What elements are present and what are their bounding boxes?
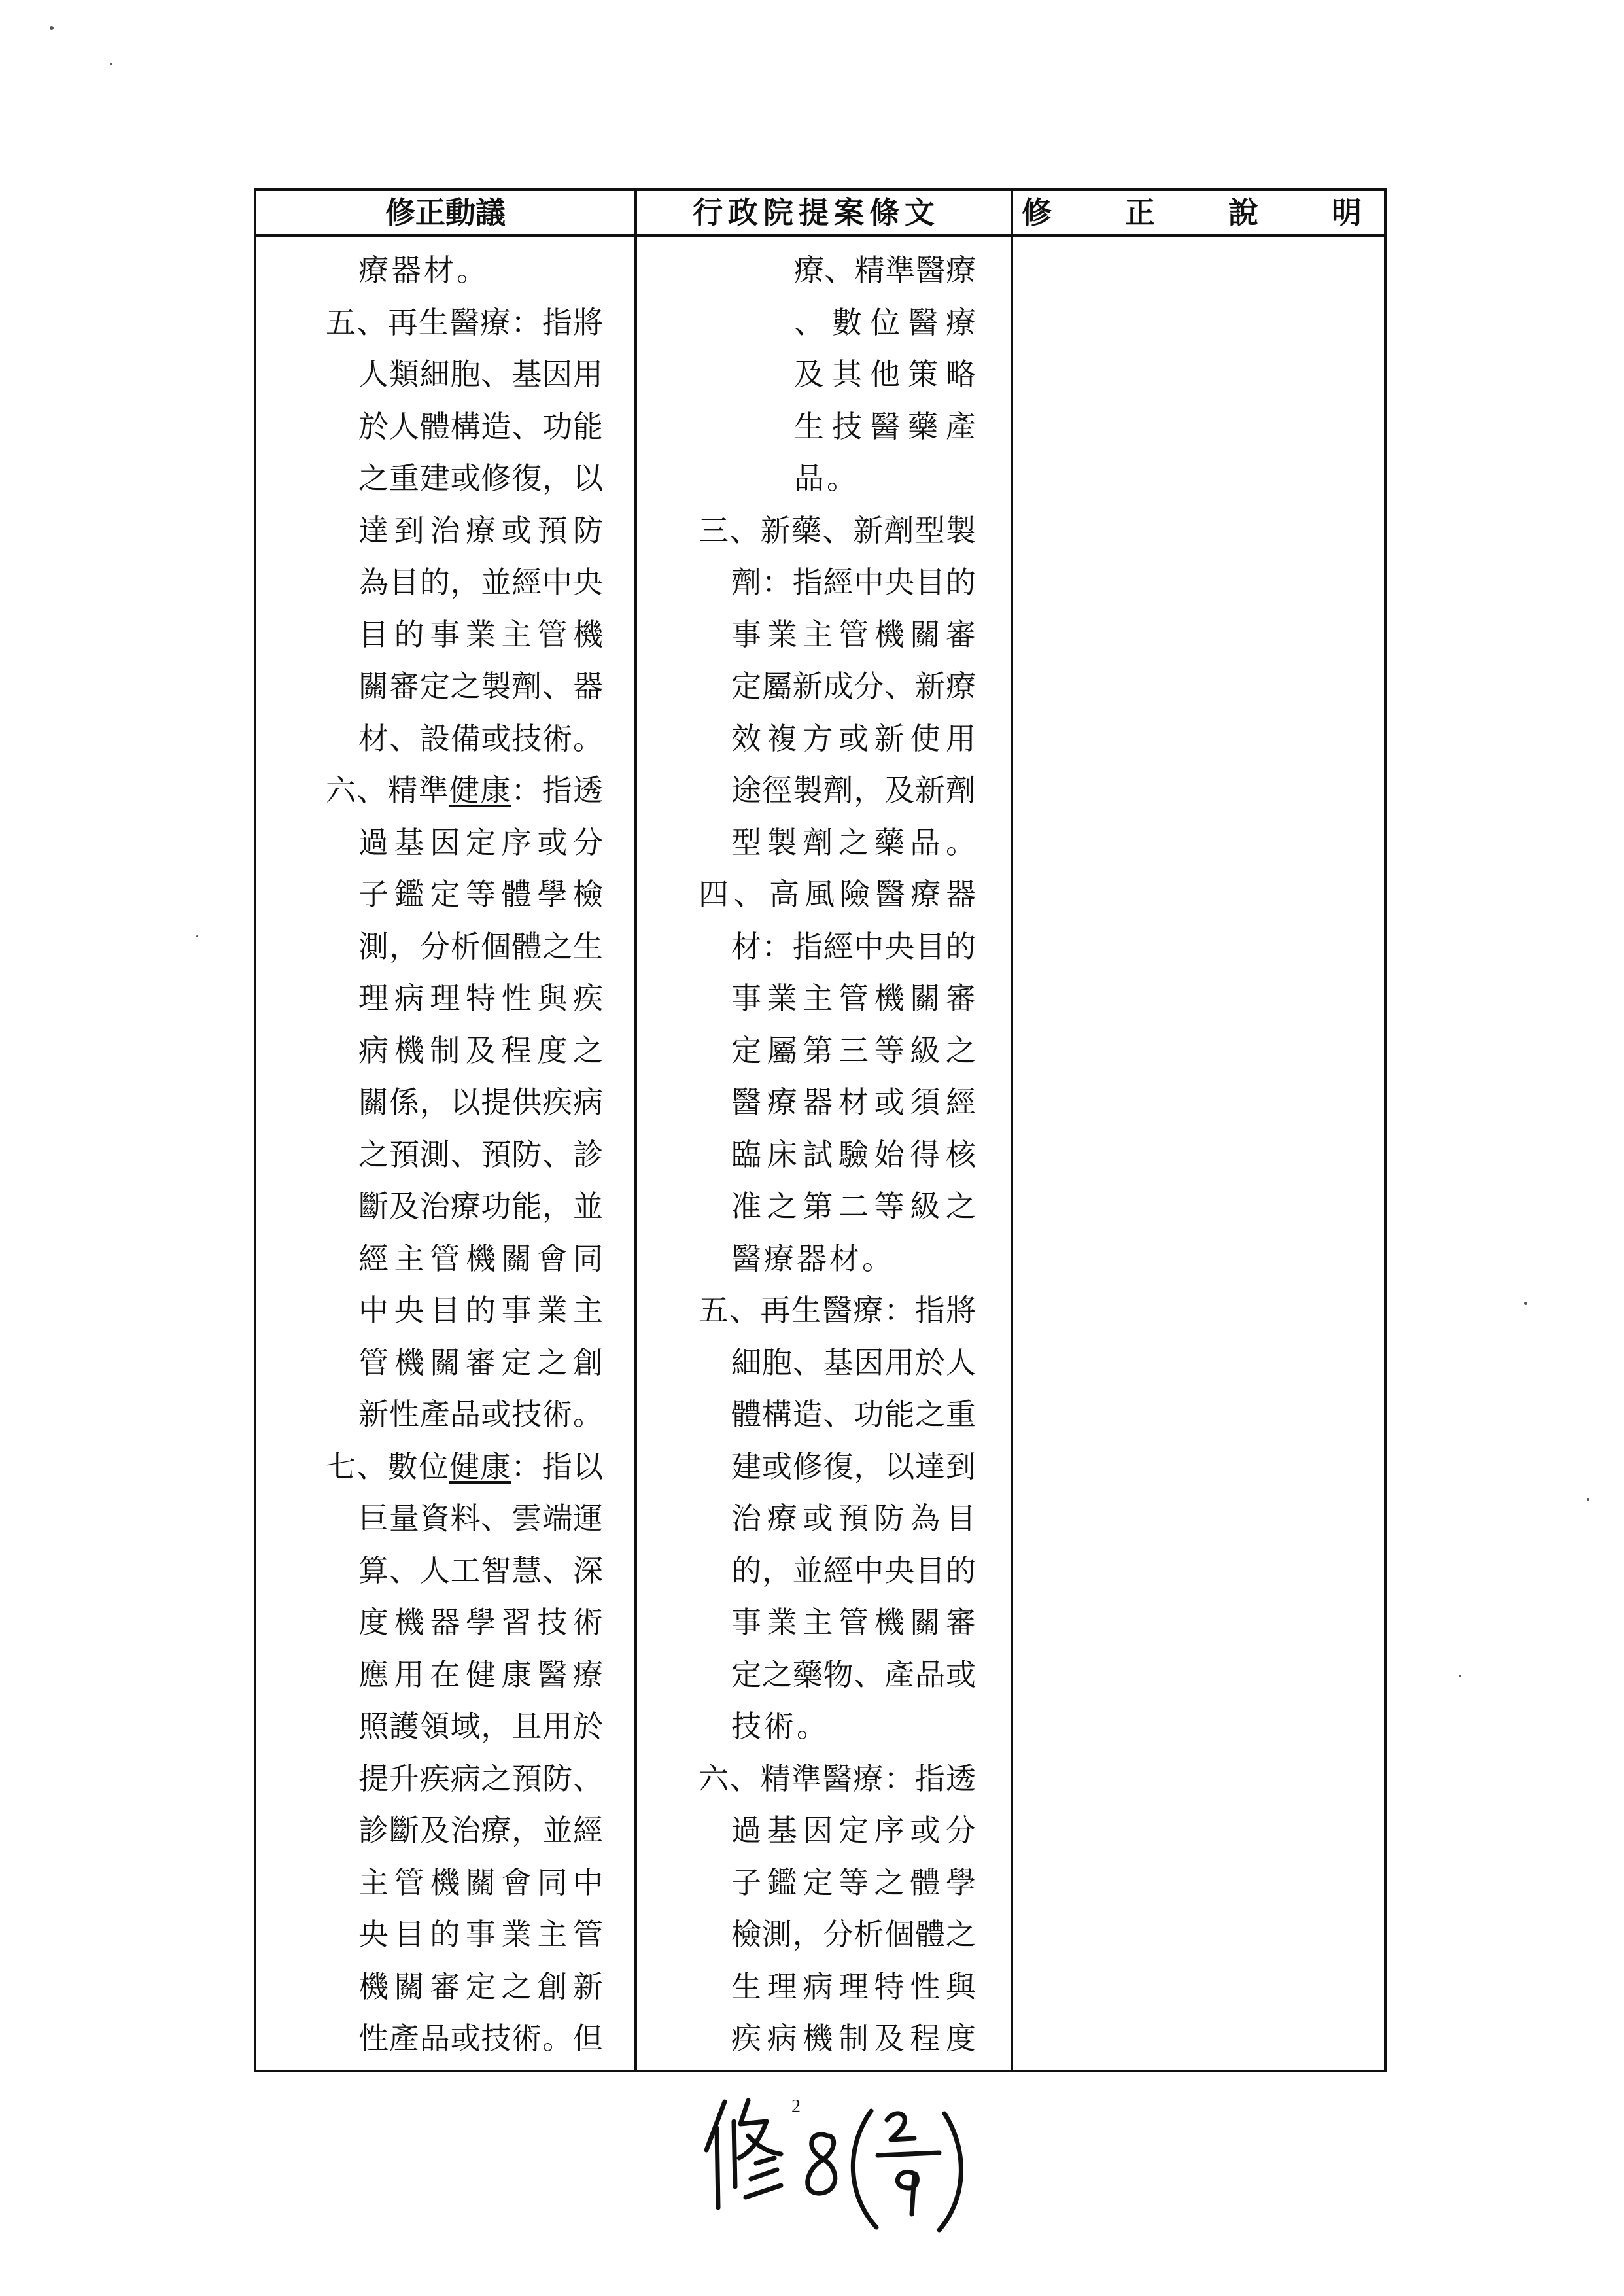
amendment-line: 機關審定之創新 <box>358 1968 603 2004</box>
amendment-line: 目的事業主管機 <box>358 616 603 652</box>
amendment-line: 測，分析個體之生 <box>358 928 603 964</box>
executive-line: 生理病理特性與 <box>731 1968 976 2004</box>
amendment-line: 理病理特性與疾 <box>358 981 603 1016</box>
executive-line: 生技醫藥產 <box>794 408 976 444</box>
executive-line: 體構造、功能之重 <box>731 1397 976 1432</box>
executive-line: 療、精準醫療 <box>794 252 976 288</box>
executive-line: 事業主管機關審 <box>731 1605 976 1640</box>
executive-line: 過基因定序或分 <box>731 1813 976 1848</box>
executive-line: 准之第二等級之 <box>731 1189 976 1224</box>
amendment-line: 中央目的事業主 <box>358 1293 603 1328</box>
amendment-line: 於人體構造、功能 <box>358 408 603 444</box>
amendment-line: 巨量資料、雲端運 <box>358 1501 603 1536</box>
executive-line: 定屬第三等級之 <box>731 1032 976 1068</box>
executive-line: 臨床試驗始得核 <box>731 1136 976 1172</box>
amendment-line: 應用在健康醫療 <box>358 1656 603 1692</box>
amendment-line: 斷及治療功能，並 <box>358 1189 603 1224</box>
scan-speck <box>50 26 54 30</box>
amendment-line: 經主管機關會同 <box>358 1240 603 1276</box>
underlined-amended-term: 健康 <box>449 1448 511 1484</box>
executive-line: 六、精準醫療：指透 <box>699 1760 976 1796</box>
amendment-line: 關係，以提供疾病 <box>358 1085 603 1120</box>
amendment-line: 六、精準健康：指透 <box>326 773 603 808</box>
executive-line: 建或修復，以達到 <box>731 1448 976 1484</box>
comparison-table <box>254 188 1387 2072</box>
amendment-line: 關審定之製劑、器 <box>358 669 603 704</box>
executive-line: 五、再生醫療：指將 <box>699 1293 976 1328</box>
header-explanation: 修 正 說 明 <box>1022 195 1362 230</box>
executive-line: 細胞、基因用於人 <box>731 1344 976 1380</box>
amendment-line: 人類細胞、基因用 <box>358 357 603 392</box>
executive-line: 檢測，分析個體之 <box>731 1917 976 1952</box>
column-divider-2 <box>1011 191 1013 2070</box>
executive-line: 途徑製劑，及新劑 <box>731 773 976 808</box>
amendment-line: 病機制及程度之 <box>358 1032 603 1068</box>
executive-line: 定屬新成分、新療 <box>731 669 976 704</box>
executive-line: 材：指經中央目的 <box>731 928 976 964</box>
scan-speck <box>196 935 198 937</box>
executive-line: 劑：指經中央目的 <box>731 565 976 600</box>
executive-line: 效複方或新使用 <box>731 720 976 756</box>
amendment-line: 之預測、預防、診 <box>358 1136 603 1172</box>
scan-speck <box>1459 1675 1461 1677</box>
amendment-line: 算、人工智慧、深 <box>358 1552 603 1588</box>
amendment-line: 診斷及治療，並經 <box>358 1813 603 1848</box>
executive-line: 及其他策略 <box>794 357 976 392</box>
table-header-row <box>256 191 1384 237</box>
amendment-line: 五、再生醫療：指將 <box>326 304 603 340</box>
amendment-line: 材、設備或技術。 <box>358 720 603 756</box>
executive-line: 四、高風險醫療器 <box>699 877 976 912</box>
scan-speck <box>1524 1302 1527 1305</box>
amendment-line: 性產品或技術。但 <box>358 2021 603 2056</box>
column-divider-1 <box>634 191 637 2070</box>
amendment-line: 達到治療或預防 <box>358 512 603 548</box>
executive-line: 技術。 <box>731 1709 829 1744</box>
executive-line: 定之藥物、產品或 <box>731 1656 976 1692</box>
executive-line: 三、新藥、新劑型製 <box>699 512 976 548</box>
amendment-line: 七、數位健康：指以 <box>326 1448 603 1484</box>
executive-line: 事業主管機關審 <box>731 981 976 1016</box>
executive-line: 醫療器材或須經 <box>731 1085 976 1120</box>
amendment-line: 度機器學習技術 <box>358 1605 603 1640</box>
amendment-column <box>326 245 603 2065</box>
executive-line: 疾病機制及程度 <box>731 2021 976 2056</box>
executive-line: 品。 <box>794 461 859 496</box>
header-amendment: 修正動議 <box>385 195 506 230</box>
amendment-line: 子鑑定等體學檢 <box>358 877 603 912</box>
amendment-line: 提升疾病之預防、 <box>358 1760 603 1796</box>
underlined-amended-term: 健康 <box>449 773 511 808</box>
amendment-line: 主管機關會同中 <box>358 1864 603 1900</box>
executive-line: 的，並經中央目的 <box>731 1552 976 1588</box>
page-mark-superscript: 2 <box>791 2096 801 2117</box>
executive-line: 事業主管機關審 <box>731 616 976 652</box>
amendment-line: 央目的事業主管 <box>358 1917 603 1952</box>
executive-line: 型製劑之藥品。 <box>731 824 976 860</box>
executive-line: 醫療器材。 <box>731 1240 895 1276</box>
executive-line: 子鑑定等之體學 <box>731 1864 976 1900</box>
executive-line: 、數位醫療 <box>794 304 976 340</box>
amendment-line: 之重建或修復，以 <box>358 461 603 496</box>
executive-line: 治療或預防為目 <box>731 1501 976 1536</box>
header-executive: 行政院提案條文 <box>693 195 940 230</box>
scan-speck <box>110 63 112 65</box>
scan-speck <box>1587 1498 1589 1501</box>
executive-column <box>699 245 976 2065</box>
amendment-line: 過基因定序或分 <box>358 824 603 860</box>
amendment-line: 管機關審定之創 <box>358 1344 603 1380</box>
amendment-line: 照護領域，且用於 <box>358 1709 603 1744</box>
handwritten-page-mark <box>693 2090 994 2247</box>
amendment-line: 療器材。 <box>358 252 489 288</box>
amendment-line: 為目的，並經中央 <box>358 565 603 600</box>
amendment-line: 新性產品或技術。 <box>358 1397 603 1432</box>
